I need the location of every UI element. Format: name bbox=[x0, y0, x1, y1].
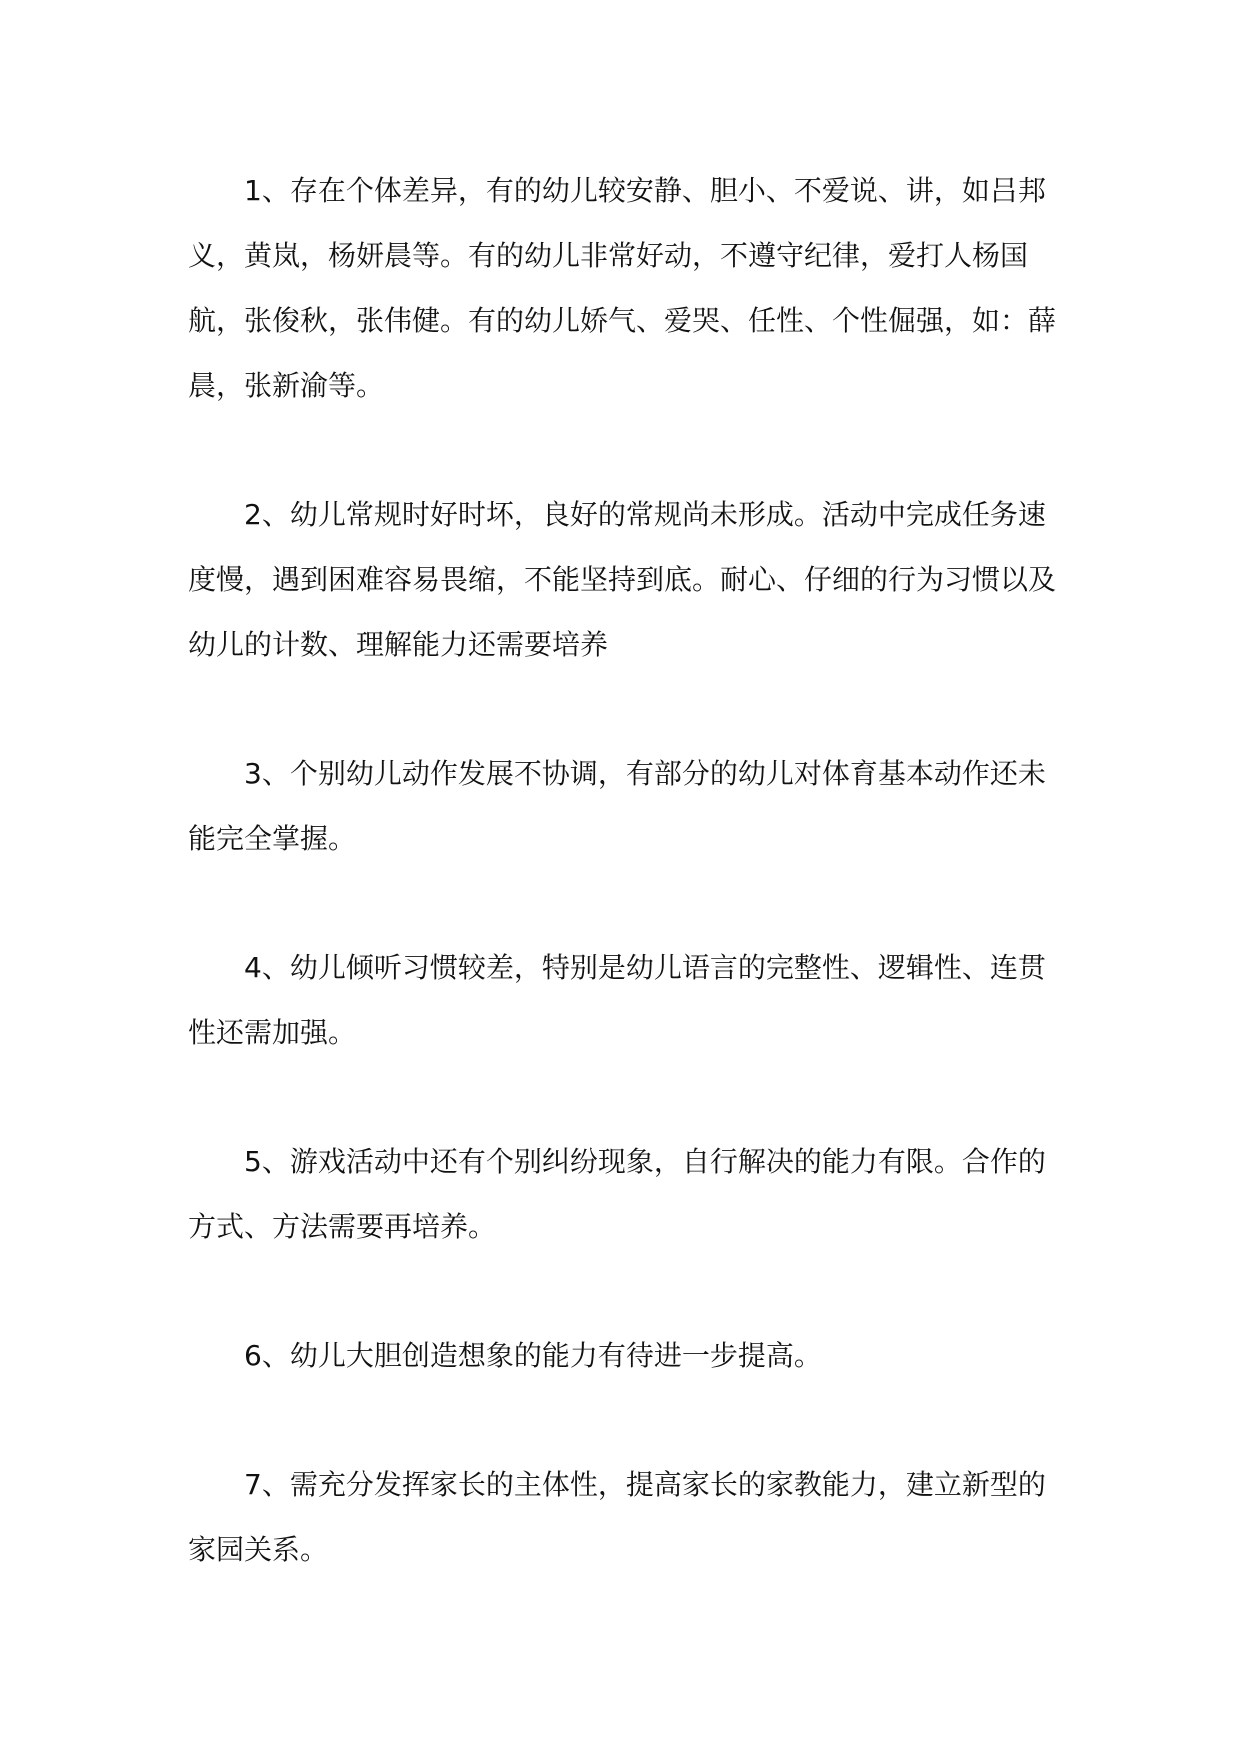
paragraph-1: 1、存在个体差异，有的幼儿较安静、胆小、不爱说、讲，如吕邦义，黄岚，杨妍晨等。有的幼儿非常好动，不遵守纪律，爱打人杨国航，张俊秋，张伟健。有的幼儿娇气、爱哭、任性、个性倔强，如：薛晨，张新渝等。 bbox=[188, 174, 1057, 402]
paragraph-6: 6、幼儿大胆创造想象的能力有待进一步提高。 bbox=[244, 1339, 822, 1372]
paragraph-4: 4、幼儿倾听习惯较差，特别是幼儿语言的完整性、逻辑性、连贯性还需加强。 bbox=[188, 951, 1046, 1049]
paragraph-2: 2、幼儿常规时好时坏，良好的常规尚未形成。活动中完成任务速度慢，遇到困难容易畏缩，不能坚持到底。耐心、仔细的行为习惯以及幼儿的计数、理解能力还需要培养 bbox=[188, 498, 1057, 661]
document-body bbox=[188, 158, 1058, 1646]
paragraph-3: 3、个别幼儿动作发展不协调，有部分的幼儿对体育基本动作还未能完全掌握。 bbox=[188, 757, 1046, 855]
paragraph-7: 7、需充分发挥家长的主体性，提高家长的家教能力，建立新型的家园关系。 bbox=[188, 1468, 1046, 1566]
paragraph-5: 5、游戏活动中还有个别纠纷现象，自行解决的能力有限。合作的方式、方法需要再培养。 bbox=[188, 1145, 1046, 1243]
